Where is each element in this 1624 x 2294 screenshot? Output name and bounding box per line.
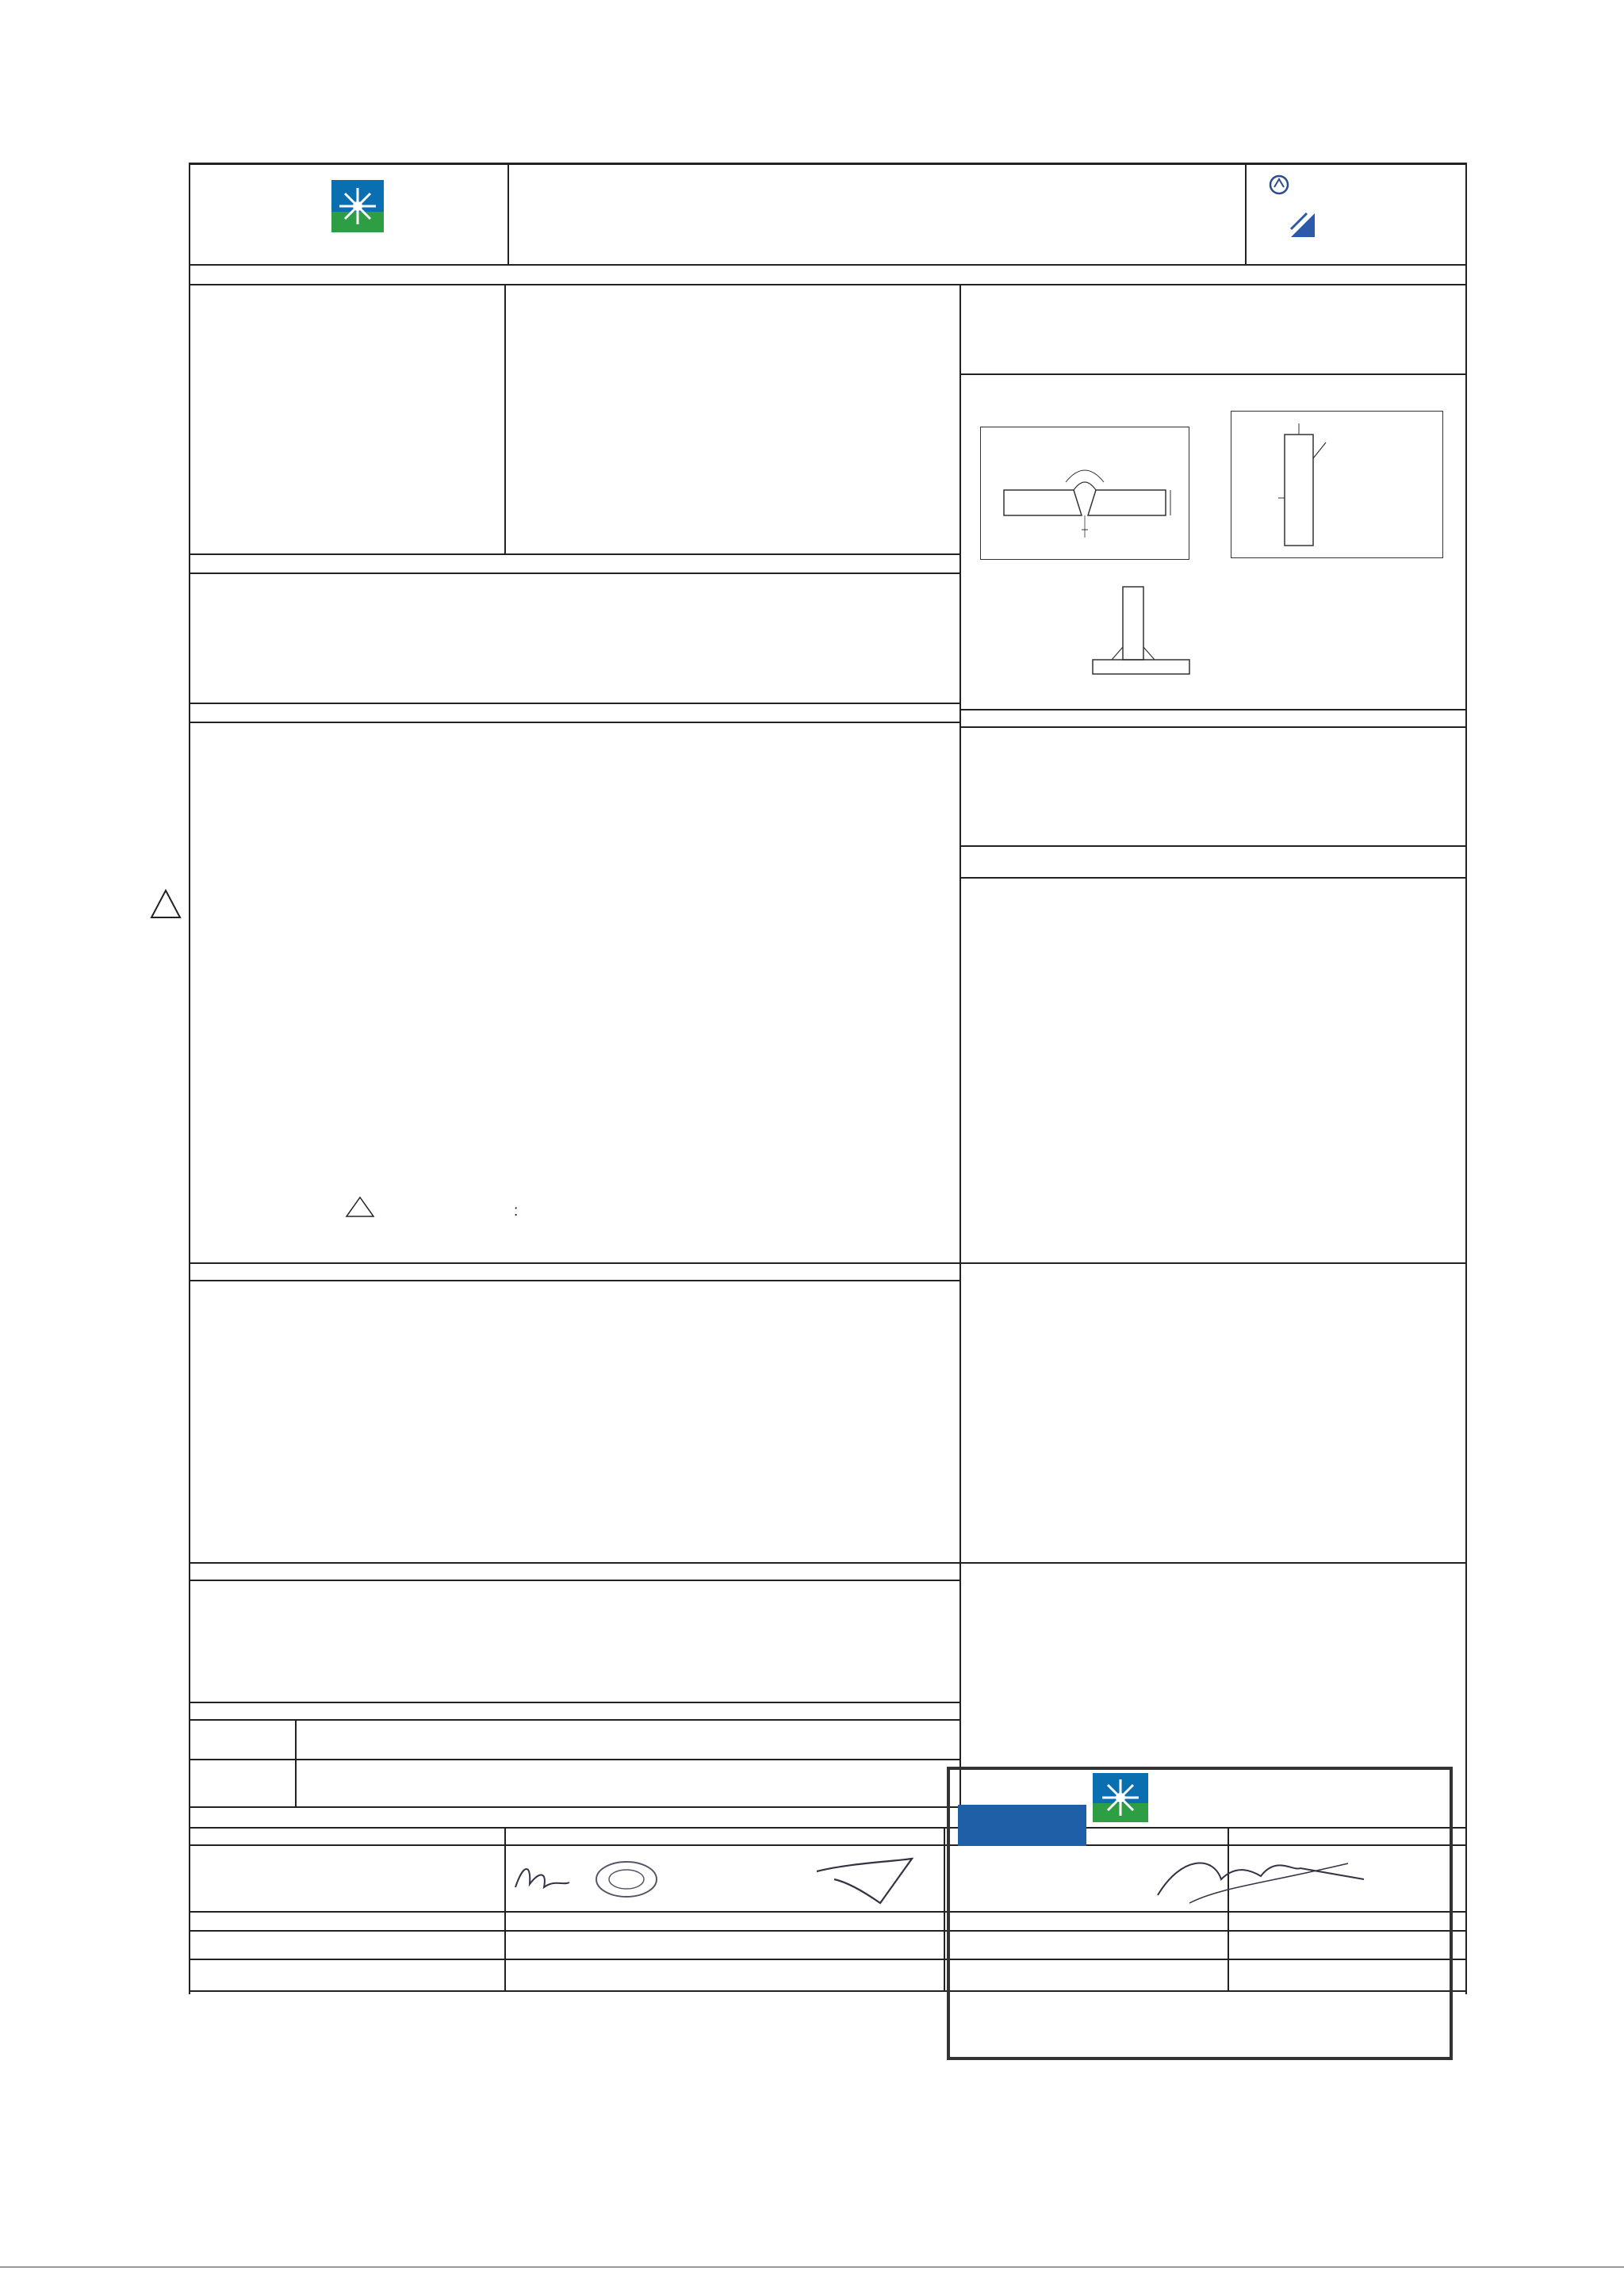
t-joint-sketch: [1231, 411, 1443, 558]
saudi-aramco-logo: [958, 1773, 1156, 1852]
column-divider: [959, 284, 961, 1846]
intended-app-colon: :: [514, 1203, 519, 1220]
reviewer-signature: [801, 1848, 928, 1911]
v-groove-sketch: [980, 427, 1189, 560]
fillet-sketch: [1090, 585, 1193, 684]
revision-triangle-icon: [149, 888, 182, 920]
preparer-signature: [508, 1848, 682, 1908]
aramco-logo: [214, 178, 389, 242]
emas-logo: [1289, 210, 1416, 250]
revision-triangle-small-icon: [344, 1196, 376, 1218]
lt-logo: [1269, 174, 1459, 198]
